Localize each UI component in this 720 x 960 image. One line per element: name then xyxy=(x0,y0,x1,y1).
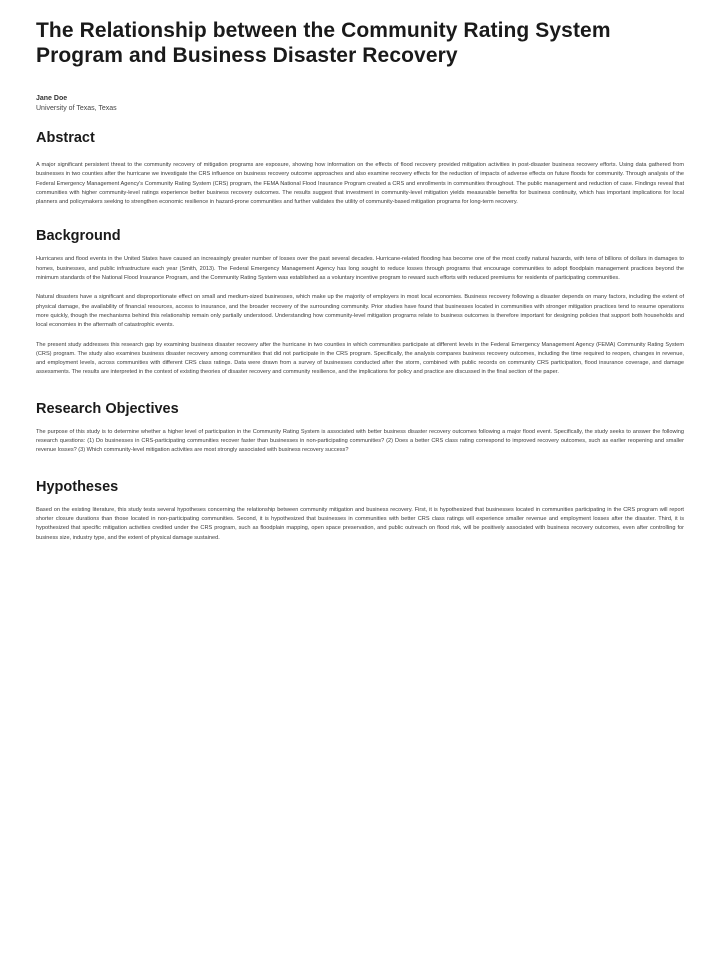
abstract-paragraph: A major significant persistent threat to the community recovery of mitigation programs are exposure, showing how information on the effects of flood recovery provided mitigation activities in post-disaster business recovery efforts. Using data gathered from businesses in two counties after the hurricane we investigate the CRS influence on business recovery outcome approaches and also examine recovery effects for the reduction of impacts of adverse effects on future floods for community. Through analysis of the Federal Emergency Management Agency's Community Rating System (CRS) program, the FEMA National Flood Insurance Program created a CRS and enrollments in communities throughout. The public management and reduction of case. Findings reveal that communities with higher community-level ratings experience better business recovery outcomes. The results suggest that investment in community-level mitigation yields measurable benefits for business continuity, which has important implications for local planners and policymakers seeking to strengthen economic resilience in hazard-prone communities and further validates the utility of community-based mitigation programs for long-term recovery. xyxy=(36,162,684,206)
author-name: Jane Doe xyxy=(36,95,68,102)
background-paragraph-3: The present study addresses this research gap by examining business disaster recovery after the hurricane in two counties in which communities participate at different levels in the Federal Emergency Management Agency (FEMA) Community Rating System (CRS) program. The study also examines business disaster recovery among communities that did not participate in the CRS program. Specifically, the analysis compares business recovery outcomes, including the time required to reopen, changes in revenue, and employment levels, across communities with different CRS class ratings. Data were drawn from a survey of businesses conducted after the storm, combined with public records on community CRS participation, flood insurance coverage, and damage assessments. The results are interpreted in the context of existing theories of disaster recovery and community resilience, and the implications for policy and practice are discussed in the final section of the paper. xyxy=(36,341,684,376)
paper-title: The Relationship between the Community Rating System Program and Business Disaster Recovery xyxy=(36,19,611,67)
hypotheses-paragraph: Based on the existing literature, this study tests several hypotheses concerning the relationship between community mitigation and business recovery. First, it is hypothesized that businesses located in communities participating in the CRS program will report shorter closure durations than those located in non-participating communities. Second, it is hypothesized that businesses in communities with better CRS class ratings will experience smaller revenue and employment losses after the disaster. Third, it is hypothesized that specific mitigation activities credited under the CRS program, such as floodplain mapping, open space preservation, and public outreach on flood risk, will be positively associated with business recovery outcomes, even after controlling for business size, industry type, and the extent of physical damage sustained. xyxy=(36,506,684,541)
section-heading-hypotheses: Hypotheses xyxy=(36,478,119,495)
section-heading-research-objectives: Research Objectives xyxy=(36,400,179,417)
section-heading-abstract: Abstract xyxy=(36,130,95,146)
research-objectives-paragraph: The purpose of this study is to determine whether a higher level of participation in the Community Rating System is associated with better business disaster recovery outcomes following a major flood event. Specifically, the study seeks to answer the following research questions: (1) Do businesses in CRS-participating communities recover faster than businesses in non-participating communities? (2) Does a better CRS class rating correspond to improved recovery outcomes, such as earlier reopening and smaller revenue losses? (3) Which community-level mitigation activities are most strongly associated with business recovery success? xyxy=(36,428,684,454)
background-paragraph-2: Natural disasters have a significant and disproportionate effect on small and medium-sized businesses, which make up the majority of employers in most local economies. Business recovery following a disaster depends on many factors, including the extent of physical damage, the availability of financial resources, access to insurance, and the broader recovery of the surrounding community. Prior studies have found that businesses located in communities with stronger mitigation practices tend to resume operations more quickly, though the mechanisms behind this relationship remain only partially understood. Understanding how community-level mitigation programs relate to business outcomes is therefore important for designing policies that support both households and local economies in the aftermath of catastrophic events. xyxy=(36,294,684,329)
author-affiliation: University of Texas, Texas xyxy=(36,105,117,112)
section-heading-background: Background xyxy=(36,228,121,245)
background-paragraph-1: Hurricanes and flood events in the United States have caused an increasingly greater number of losses over the past several decades. Hurricane-related flooding has become one of the most costly natural hazards, with tens of billions of dollars in damages to homes, businesses, and public infrastructure each year (Smith, 2013). The Federal Emergency Management Agency has long sought to reduce losses through programs that encourage communities to adopt floodplain management practices beyond the minimum standards of the National Flood Insurance Program, and the Community Rating System was established as a voluntary incentive program to reward such efforts with reduced premiums for residents of participating communities. xyxy=(36,256,684,282)
